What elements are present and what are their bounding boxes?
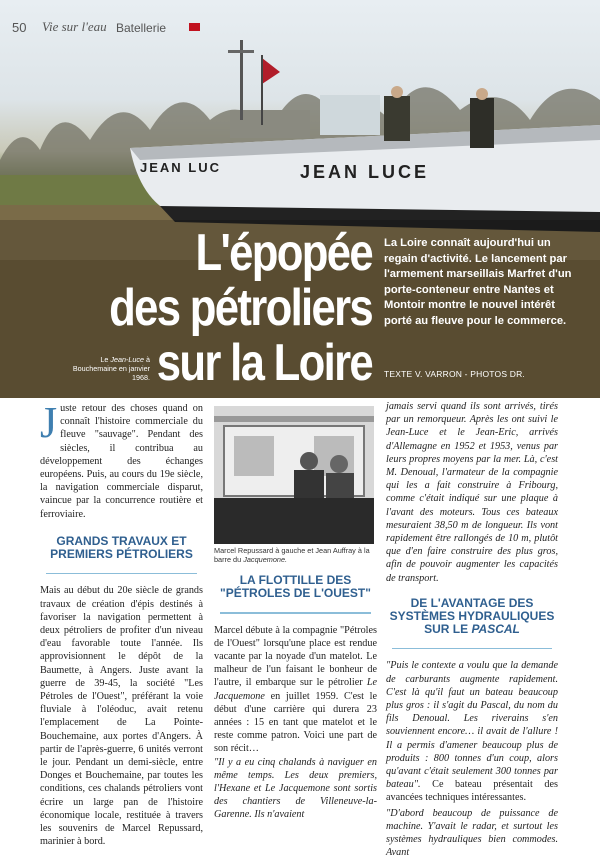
column-3 [386, 400, 558, 859]
heading-line: DE L'AVANTAGE DES [410, 595, 534, 610]
page-number: 50 [12, 20, 27, 35]
intro-paragraph [40, 398, 203, 521]
subsection-name: Batellerie [116, 21, 167, 35]
article-lede: La Loire connaît aujourd'hui un regain d'activité. Le lancement par l'armement marseillais Marfret d'un porte-conteneur entre Nantes et Montoir montre le nouvel intérêt porté au fleuve pour le commerce. [384, 237, 572, 327]
body-paragraph: Mais au début du 20e siècle de grands travaux de création d'épis destinés à favoriser la navigation permettent à deux pétroliers de profiter d'un niveau d'eau favorable toute l'année. Ils approvisionnent le dépôt de la Baumette, à Angers. Juste avant la guerre de 39-45, la société "Les Pétroles de l'Ouest", préférant la voie fluviale à l'oléoduc, avait retenu l'emplacement de La Pointe-Bouchemaine, aux portes d'Angers. À partir de l'après-guerre, 6 unités verront le jour. Pendant un demi-siècle, entre Donges et Bouchemaine, par toutes les conditions, ces chalands pétroliers vont écrire un large pan de l'histoire économique locale, restituée à travers les souvenirs de Marcel Repussard, marinier à bord. [40, 585, 203, 848]
heading-rule [220, 612, 371, 614]
heading-rule [46, 573, 197, 575]
drop-cap: J [40, 398, 58, 447]
section-heading: LA FLOTTILLE DES "PÉTROLES DE L'OUEST" [220, 573, 371, 600]
body-text: Marcel débute à la compagnie "Pétroles de l'Ouest" lorsqu'une place est rendue vacante par la noyade d'un matelot. Le malheur de l'un faisant le bonheur de l'autre, il embarque sur le pétrolier [214, 624, 377, 689]
column-2 [214, 400, 377, 822]
hero-photo [0, 0, 600, 398]
photo-caption [214, 546, 377, 564]
body-text: Ce bateau présentait des avancées techniques intéressantes. [386, 779, 558, 804]
intro-text: uste retour des choses quand on connaît l'histoire commerciale du fleuve "sauvage". Pendant des siècles, il contribua au développement des échanges européens. Puis, au cours du 19e siècle, la navigation commerciale disparut, vaincue par la concurrence routière et ferroviaire. [40, 403, 203, 520]
section-name: Vie sur l'eau [42, 19, 107, 34]
body-text: en juillet 1959. C'est le début d'une carrière qui durera 23 années : 15 en tant que matelot et le reste comme patron. Voici une part de son récit… [214, 690, 377, 755]
caption-text: Marcel Repussard à gauche et Jean Auffray à la barre du [214, 546, 370, 564]
heading-text: SUR LE [424, 621, 472, 636]
heading-line [386, 623, 558, 636]
title-line: des pétroliers [109, 279, 372, 337]
section-heading: GRANDS TRAVAUX ET PREMIERS PÉTROLIERS [50, 533, 193, 561]
title-line: sur la Loire [156, 334, 372, 392]
column-1 [40, 400, 203, 848]
running-header [0, 0, 600, 34]
heading-boat-name: PASCAL [471, 621, 520, 636]
caption-boat-name: Jacquemone. [243, 555, 288, 564]
quote-paragraph: "Il y a eu cinq chalands à naviguer en même temps. Les deux premiers, l'Hexane et Le Jacquemone sont sortis des chantiers de Villeneuve-la-Garenne. Ils n'avaient [214, 756, 377, 821]
hero-caption [66, 355, 150, 382]
boat-name: JEAN LUCE [300, 162, 430, 182]
quote-paragraph: jamais servi quand ils sont arrivés, tirés par un remorqueur. Après les ont suivi le Jean-Luce et le Jean-Eric, arrivés d'Allemagne en 1952 et 1953, venus par leurs propres moyens par la mer. Là, c'est M. Denoual, l'armateur de la compagnie qui les a fait construire à Fribourg, comme c'était indiqué sur une plaque à l'avant des moteurs. Tous ces bateaux mesuraient 38,50 m de longueur. Ils vont rapidement être rallongés de 10 m, plutôt que d'en faire construire des plus gros, afin de pouvoir augmenter les capacités de transport. [386, 401, 558, 584]
caption-text: à Bouchemaine en janvier 1968. [72, 355, 150, 382]
title-line: L'épopée [195, 224, 372, 282]
section-marker [189, 23, 200, 31]
wheelhouse-scene [214, 406, 374, 544]
boat-name-bow: JEAN LUC [140, 160, 222, 175]
heading-line: SYSTÈMES HYDRAULIQUES [389, 608, 555, 623]
caption-text: Le [100, 355, 111, 364]
body-paragraph [214, 624, 377, 756]
crew-photo [214, 406, 374, 544]
caption-boat-name: Jean-Luce [110, 355, 144, 364]
photo-credit: TEXTE V. VARRON - PHOTOS DR. [384, 369, 525, 379]
heading-rule [392, 648, 552, 650]
boat-name-inline: Le Jacquemone [214, 677, 377, 702]
quote-paragraph: "D'abord beaucoup de puissance de machine. Y'avait le radar, et surtout les systèmes hydrauliques bien commodes. Avant [386, 807, 558, 859]
quote-text: "Puis le contexte a voulu que la demande de carburants augmente rapidement. C'est là qu'il faut un bateau beaucoup plus gros : il s'agit du Pascal, du nom du fils Denoual. Les riverains s'en souviennent encore… il avait de l'allure ! Il a permis d'amener beaucoup plus de produits : 800 tonnes d'un coup, alors qu'avant c'était seulement 300 tonnes par bateau". [386, 660, 558, 791]
section-heading [386, 597, 558, 640]
body-paragraph [386, 659, 558, 804]
